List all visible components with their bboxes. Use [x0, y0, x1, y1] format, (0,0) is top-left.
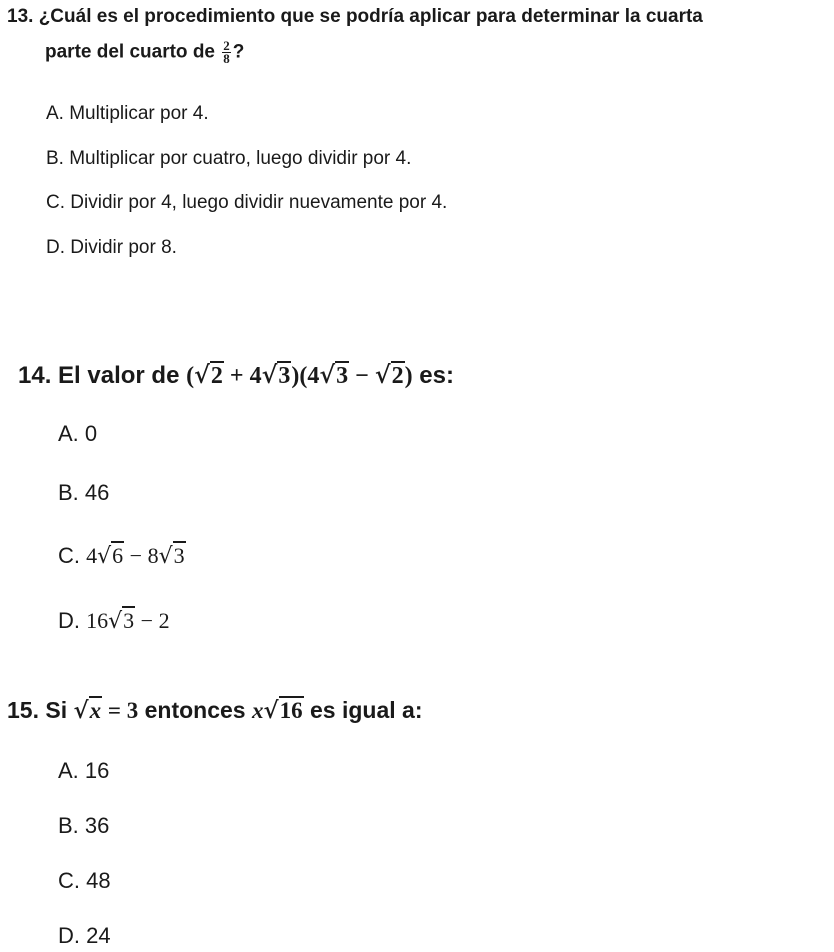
sqrt-3: √3 [158, 543, 185, 569]
q13-option-a: A. Multiplicar por 4. [46, 103, 209, 124]
fraction-numerator: 2 [223, 38, 230, 53]
q15-option-a: A. 16 [58, 758, 110, 783]
option-label: C. [58, 543, 80, 568]
q14-option-d [58, 608, 170, 634]
coefficient: 4 [86, 543, 98, 568]
q15-option-d: D. 24 [58, 923, 111, 948]
question-15-stem [7, 697, 423, 724]
q13-option-d: D. Dividir por 8. [46, 237, 177, 258]
radicand: 2 [210, 363, 223, 389]
question-15-si: Si [45, 697, 68, 723]
sqrt-3: √3 [108, 608, 135, 634]
radicand: 16 [279, 698, 303, 723]
minus-sign: − [355, 363, 369, 389]
sqrt-16: √16 [263, 697, 303, 724]
question-13-text-line1: ¿Cuál es el procedimiento que se podría aplicar para determinar la cuarta [38, 6, 703, 27]
coefficient: 16 [86, 608, 109, 633]
q14-option-b: B. 46 [58, 480, 110, 505]
sqrt-x: √x [73, 697, 102, 724]
radicand: 3 [173, 543, 185, 568]
radicand: 6 [112, 543, 124, 568]
sqrt-2: √2 [374, 360, 404, 389]
fraction-two-eighths [222, 40, 231, 65]
question-14-stem [18, 360, 454, 390]
option-c-expression [86, 543, 185, 568]
mid-term: )(4 [291, 363, 320, 389]
question-14-expression [186, 360, 413, 389]
q15-option-c: C. 48 [58, 868, 111, 893]
variable-x: x [252, 698, 264, 723]
fraction-denominator: 8 [223, 51, 230, 66]
equals-three: = 3 [107, 698, 139, 723]
operator-term: − 2 [140, 608, 170, 633]
question-13-line2 [45, 40, 244, 65]
question-15-condition [74, 698, 139, 723]
question-15-number: 15. [7, 697, 39, 723]
radicand: 3 [336, 363, 349, 389]
question-15-tail: es igual a: [310, 697, 423, 723]
question-14-prefix: El valor de [58, 362, 180, 389]
operator-term: − 8 [129, 543, 159, 568]
radicand: x [89, 698, 102, 723]
radicand: 2 [391, 363, 404, 389]
question-13-number: 13. [7, 6, 34, 27]
q14-option-c [58, 543, 186, 569]
q13-option-c: C. Dividir por 4, luego dividir nuevamente por 4. [46, 192, 448, 213]
radicand: 3 [278, 363, 291, 389]
sqrt-3: √3 [261, 360, 291, 389]
plus-term: + 4 [229, 363, 262, 389]
option-label: D. [58, 608, 80, 633]
sqrt-6: √6 [97, 543, 124, 569]
question-14-suffix: es: [419, 362, 454, 389]
question-13-text-line2: parte del cuarto de [45, 41, 215, 63]
q14-option-a: A. 0 [58, 421, 98, 446]
q15-option-b: B. 36 [58, 813, 110, 838]
sqrt-2: √2 [194, 360, 223, 389]
paren-open: ( [186, 363, 195, 389]
question-13-line1 [7, 6, 703, 28]
option-d-expression [86, 608, 169, 633]
q13-option-b: B. Multiplicar por cuatro, luego dividir por 4. [46, 148, 412, 169]
question-14-number: 14. [18, 362, 52, 389]
radicand: 3 [123, 608, 135, 633]
question-15-expression [252, 698, 304, 723]
question-13-question-mark: ? [232, 41, 245, 63]
sqrt-3: √3 [319, 360, 349, 389]
paren-close: ) [404, 363, 413, 389]
question-15-entonces: entonces [144, 697, 246, 723]
